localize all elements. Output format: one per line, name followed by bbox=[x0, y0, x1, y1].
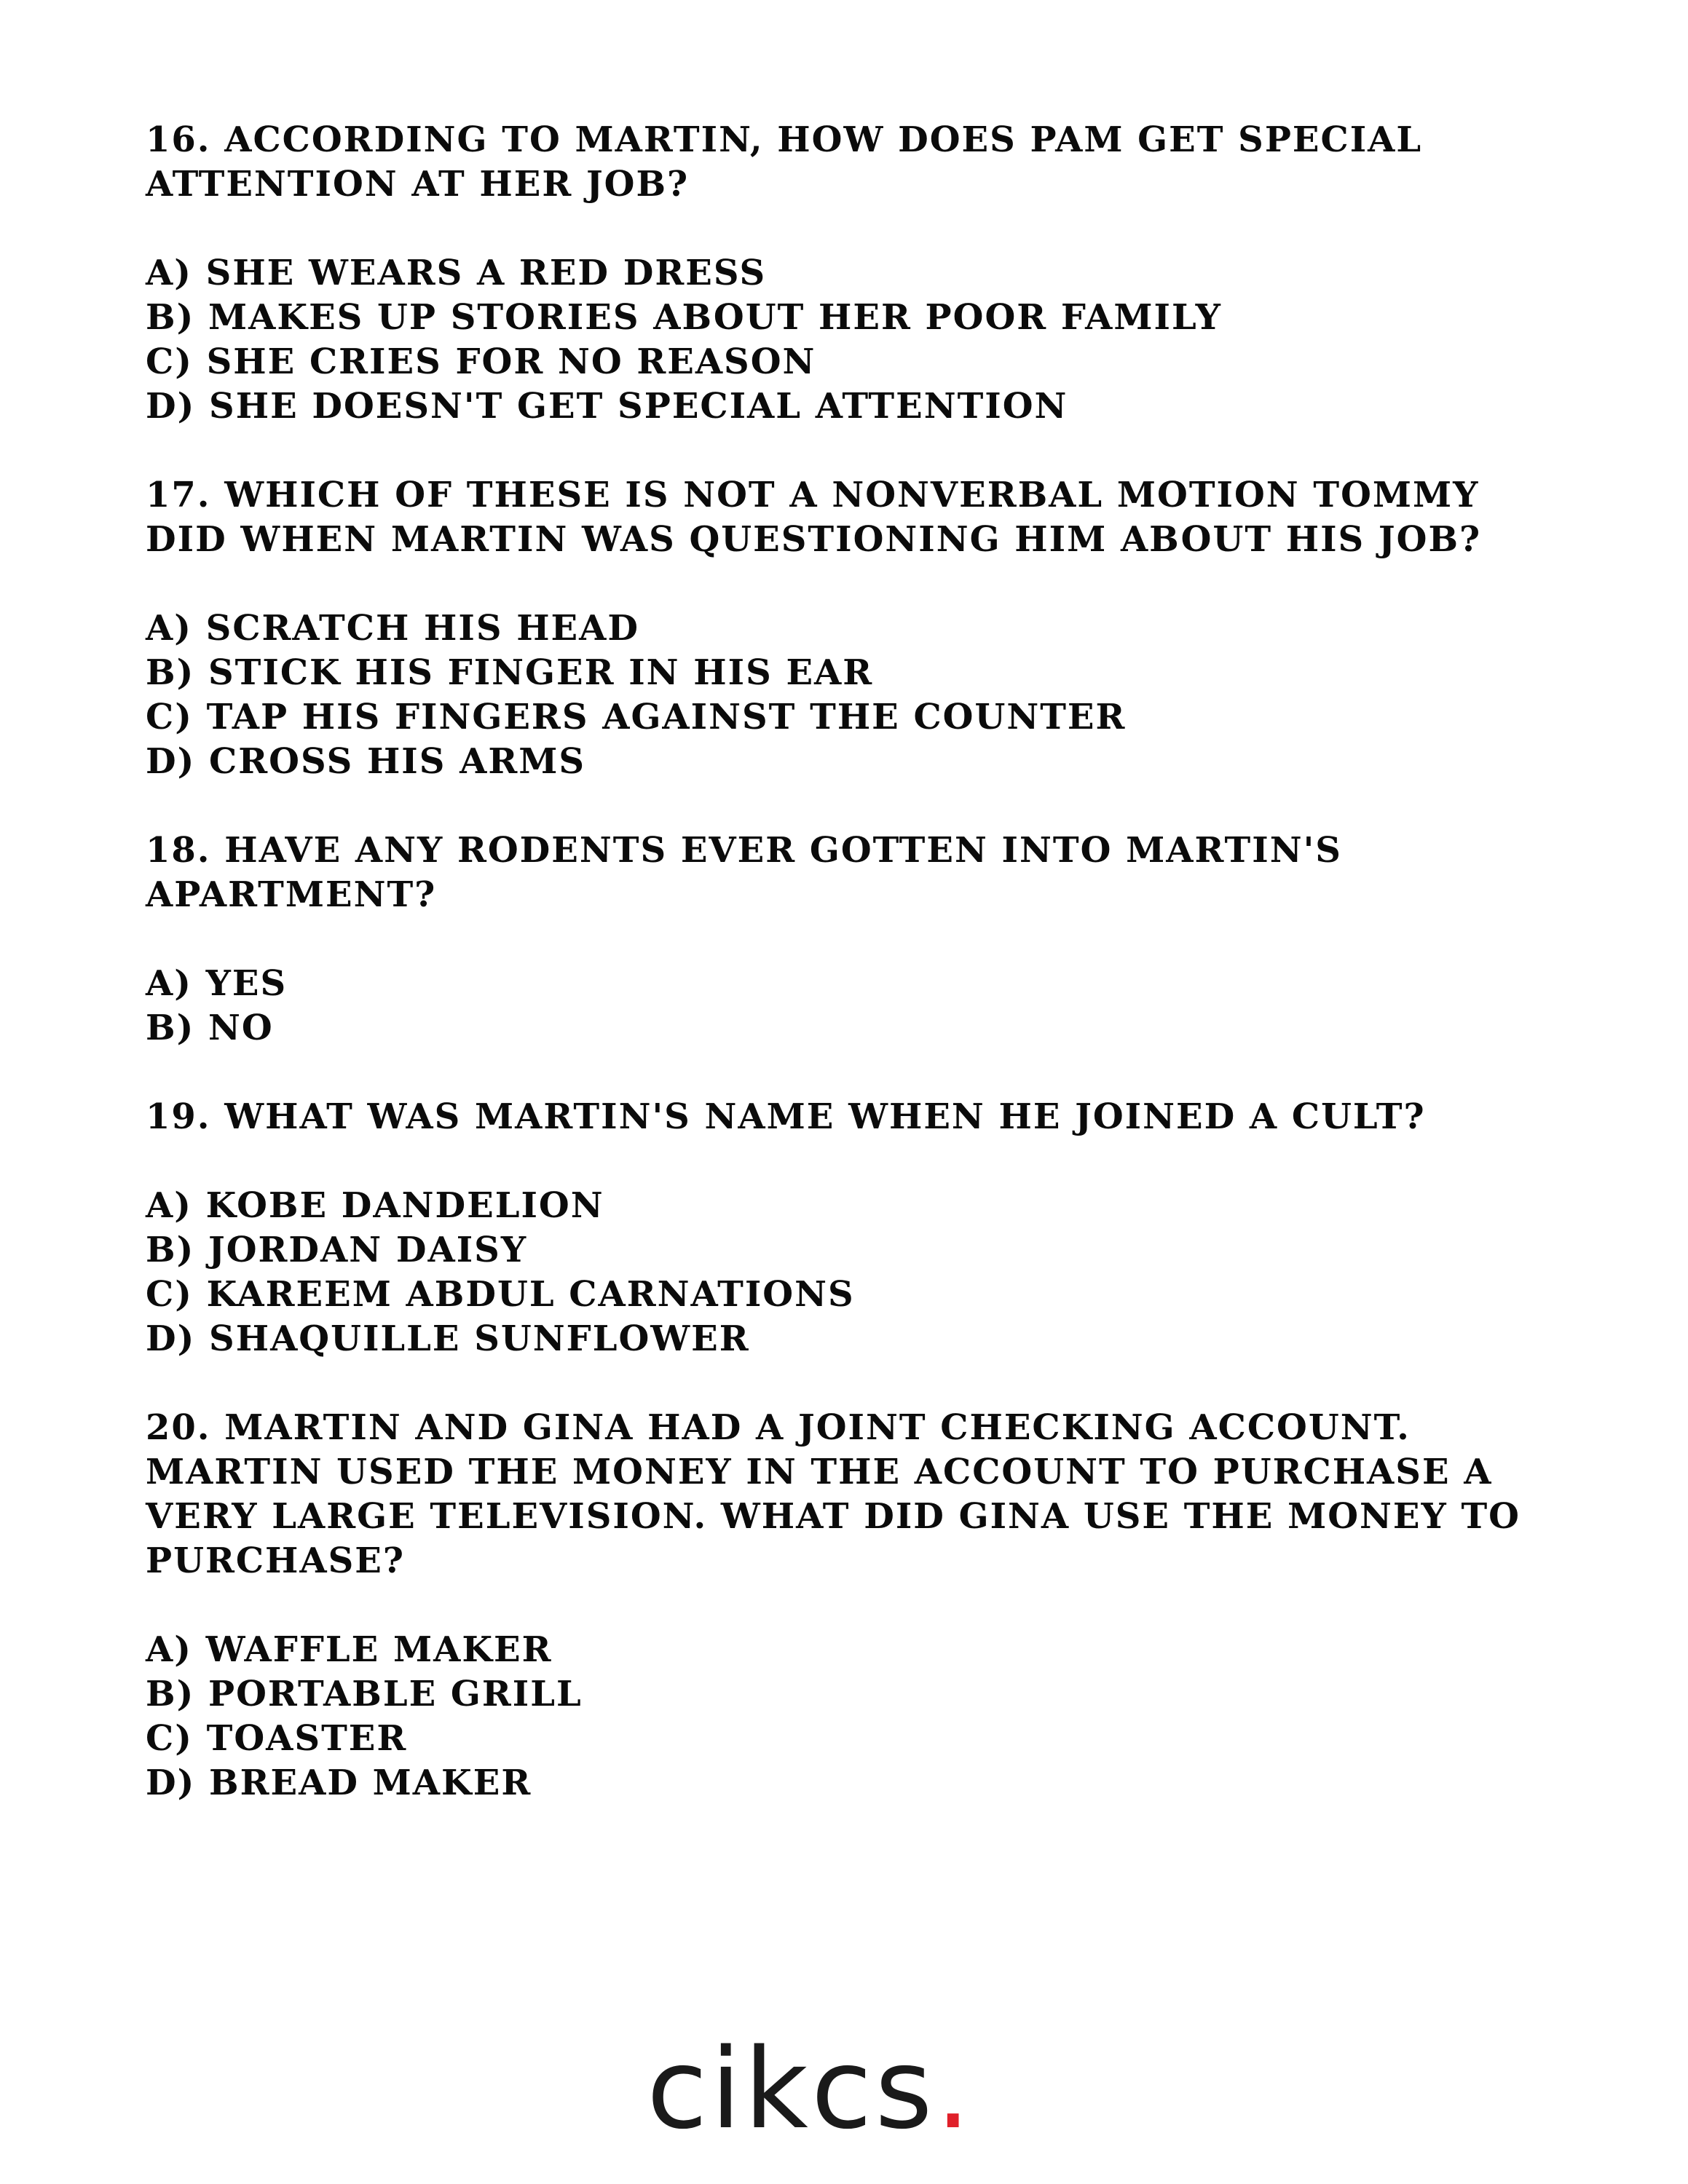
question-text: 18. HAVE ANY RODENTS EVER GOTTEN INTO MARTIN'S APARTMENT? bbox=[146, 830, 1342, 915]
answer-option-d: D) BREAD MAKER bbox=[146, 1762, 532, 1803]
answer-option-a: A) KOBE DANDELION bbox=[146, 1185, 604, 1226]
answer-option-a: A) WAFFLE MAKER bbox=[146, 1629, 553, 1670]
logo-text: cikcs bbox=[647, 2025, 936, 2153]
answer-option-b: B) STICK HIS FINGER IN HIS EAR bbox=[146, 652, 874, 693]
question-16 bbox=[146, 118, 1573, 429]
question-19 bbox=[146, 1095, 1573, 1361]
answer-option-c: C) KAREEM ABDUL CARNATIONS bbox=[146, 1274, 855, 1315]
answer-option-b: B) PORTABLE GRILL bbox=[146, 1674, 583, 1714]
question-17 bbox=[146, 473, 1573, 784]
question-20 bbox=[146, 1406, 1573, 1805]
cikcs-logo bbox=[647, 2025, 1054, 2153]
answer-option-a: A) YES bbox=[146, 963, 288, 1004]
logo-dot: . bbox=[935, 2025, 974, 2153]
answer-option-a: A) SCRATCH HIS HEAD bbox=[146, 608, 640, 649]
answer-option-d: D) SHAQUILLE SUNFLOWER bbox=[146, 1318, 750, 1359]
answer-option-b: B) NO bbox=[146, 1008, 274, 1048]
answer-option-c: C) SHE CRIES FOR NO REASON bbox=[146, 341, 816, 382]
answer-option-a: A) SHE WEARS A RED DRESS bbox=[146, 253, 767, 293]
question-text: 17. WHICH OF THESE IS NOT A NONVERBAL MOTION TOMMY DID WHEN MARTIN WAS QUESTIONING HIM ABOUT HIS JOB? bbox=[146, 475, 1482, 560]
question-text: 16. ACCORDING TO MARTIN, HOW DOES PAM GET SPECIAL ATTENTION AT HER JOB? bbox=[146, 119, 1423, 205]
answer-option-c: C) TAP HIS FINGERS AGAINST THE COUNTER bbox=[146, 697, 1127, 737]
answer-option-d: D) CROSS HIS ARMS bbox=[146, 741, 586, 782]
answer-option-b: B) MAKES UP STORIES ABOUT HER POOR FAMILY bbox=[146, 297, 1222, 338]
question-text: 20. MARTIN AND GINA HAD A JOINT CHECKING ACCOUNT. MARTIN USED THE MONEY IN THE ACCOUNT TO PURCHASE A VERY LARGE TELEVISION. WHAT DID GINA USE THE MONEY TO PURCHASE? bbox=[146, 1407, 1521, 1581]
answer-option-c: C) TOASTER bbox=[146, 1718, 408, 1759]
quiz-content bbox=[146, 118, 1573, 1850]
question-text: 19. WHAT WAS MARTIN'S NAME WHEN HE JOINED A CULT? bbox=[146, 1096, 1426, 1137]
question-18 bbox=[146, 828, 1573, 1051]
answer-option-b: B) JORDAN DAISY bbox=[146, 1230, 528, 1270]
answer-option-d: D) SHE DOESN'T GET SPECIAL ATTENTION bbox=[146, 386, 1068, 427]
